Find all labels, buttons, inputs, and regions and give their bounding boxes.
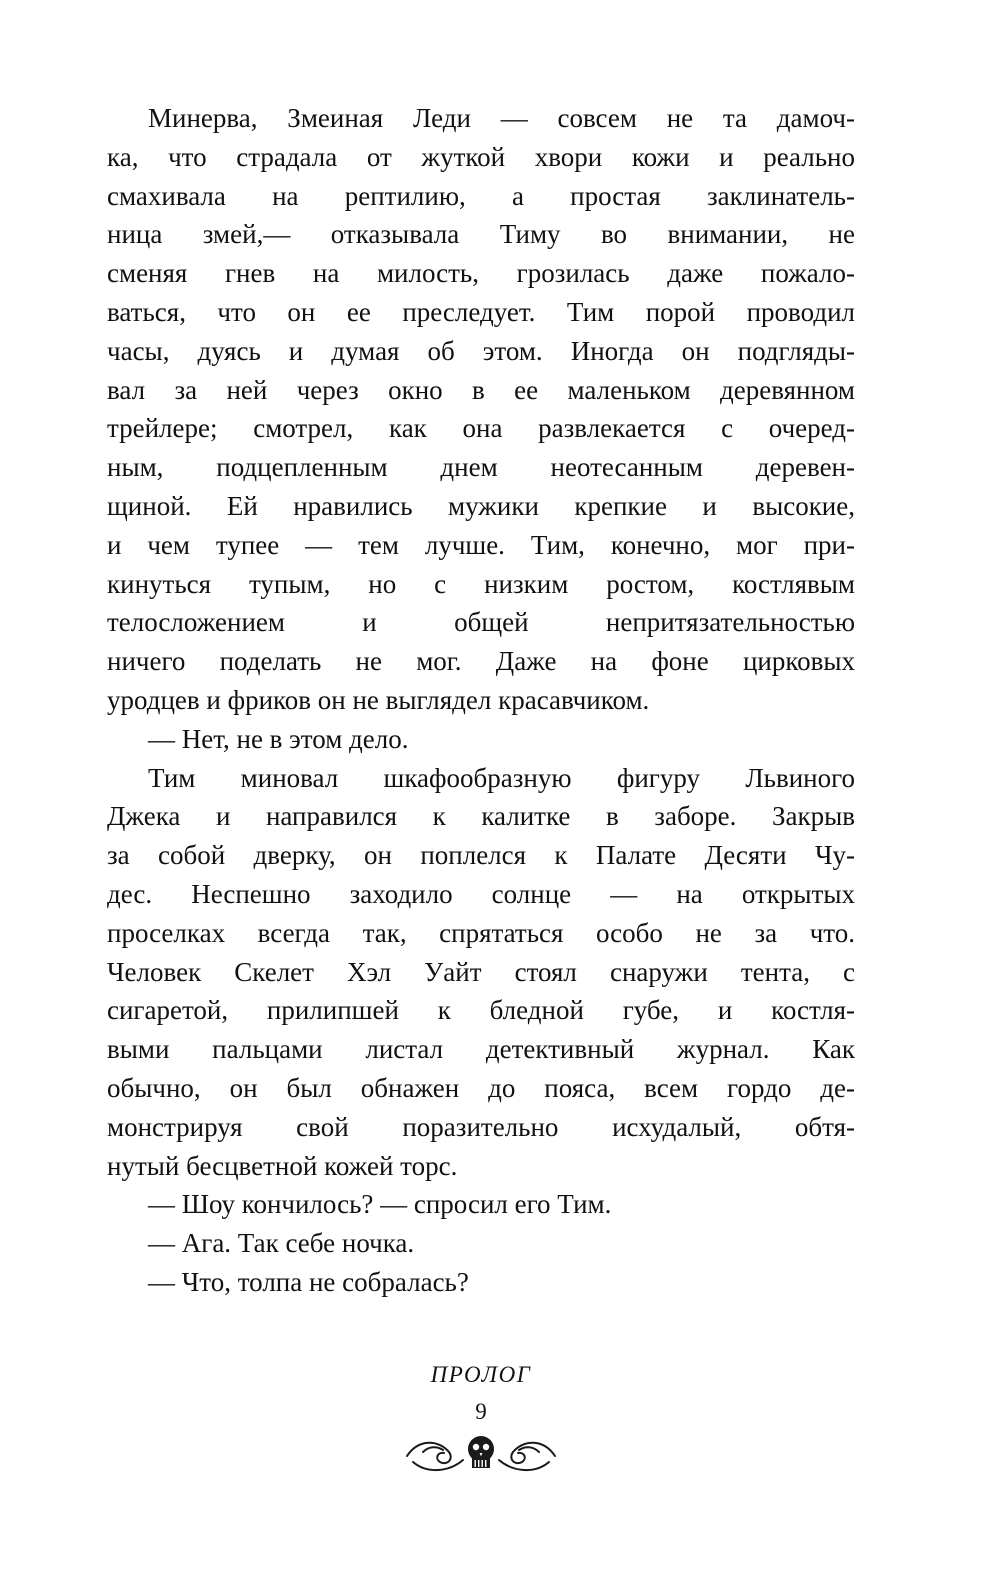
- text-line: ным, подцепленным днем неотесанным деревен-: [107, 452, 855, 483]
- text-line: смахивала на рептилию, а простая заклинатель-: [107, 180, 855, 211]
- text-line: — Ага. Так себе ночка.: [148, 1228, 415, 1259]
- text-line: кинуться тупым, но с низким ростом, костлявым: [107, 568, 855, 599]
- paragraph: [107, 759, 855, 1186]
- text-line: телосложением и общей непритязательностью: [107, 607, 855, 638]
- text-line: выми пальцами листал детективный журнал. Как: [107, 1034, 855, 1065]
- text-line: дес. Неспешно заходило солнце — на открытых: [107, 878, 855, 909]
- text-line: монстрируя свой поразительно исхудалый, обтя-: [107, 1111, 855, 1142]
- text-line: обычно, он был обнажен до пояса, всем гордо де-: [107, 1072, 855, 1103]
- text-line: щиной. Ей нравились мужики крепкие и высокие,: [107, 490, 855, 521]
- text-line: сменяя гнев на милость, грозилась даже пожало-: [107, 258, 855, 289]
- paragraph: [107, 1263, 855, 1302]
- text-line: нутый бесцветной кожей торс.: [107, 1150, 458, 1181]
- text-line: ничего поделать не мог. Даже на фоне цирковых: [107, 646, 855, 677]
- text-line: за собой дверку, он поплелся к Палате Десяти Чу-: [107, 840, 855, 871]
- text-line: — Нет, не в этом дело.: [148, 723, 409, 754]
- text-line: Джека и направился к калитке в заборе. Закрыв: [107, 801, 855, 832]
- text-line: ваться, что он ее преследует. Тим порой проводил: [107, 296, 855, 327]
- text-line: Человек Скелет Хэл Уайт стоял снаружи тента, с: [107, 956, 855, 987]
- text-line: Тим миновал шкафообразную фигуру Львиного: [148, 762, 855, 793]
- page-footer: [107, 1362, 855, 1480]
- text-line: уродцев и фриков он не выглядел красавчиком.: [107, 684, 650, 715]
- paragraph: [107, 99, 855, 720]
- text-line: ница змей,— отказывала Тиму во внимании, не: [107, 219, 855, 250]
- text-line: сигаретой, прилипшей к бледной губе, и костля-: [107, 995, 855, 1026]
- text-line: часы, дуясь и думая об этом. Иногда он подгляды-: [107, 335, 855, 366]
- paragraph: [107, 1224, 855, 1263]
- text-line: трейлере; смотрел, как она развлекается с очеред-: [107, 413, 855, 444]
- text-line: ка, что страдала от жуткой хвори кожи и реально: [107, 141, 855, 172]
- body-text: [107, 99, 855, 1302]
- text-line: вал за ней через окно в ее маленьком деревянном: [107, 374, 855, 405]
- skull-flourish-ornament: [107, 1428, 855, 1480]
- paragraph: [107, 720, 855, 759]
- text-line: проселках всегда так, спрятаться особо не за что.: [107, 917, 855, 948]
- text-line: и чем тупее — тем лучше. Тим, конечно, мог при-: [107, 529, 855, 560]
- text-line: Минерва, Змеиная Леди — совсем не та дамоч-: [148, 103, 855, 133]
- page-number: 9: [475, 1399, 487, 1424]
- paragraph: [107, 1185, 855, 1224]
- text-line: — Что, толпа не собралась?: [148, 1266, 469, 1297]
- running-footer-section-title: ПРОЛОГ: [430, 1362, 532, 1387]
- text-line: — Шоу кончилось? — спросил его Тим.: [148, 1189, 612, 1220]
